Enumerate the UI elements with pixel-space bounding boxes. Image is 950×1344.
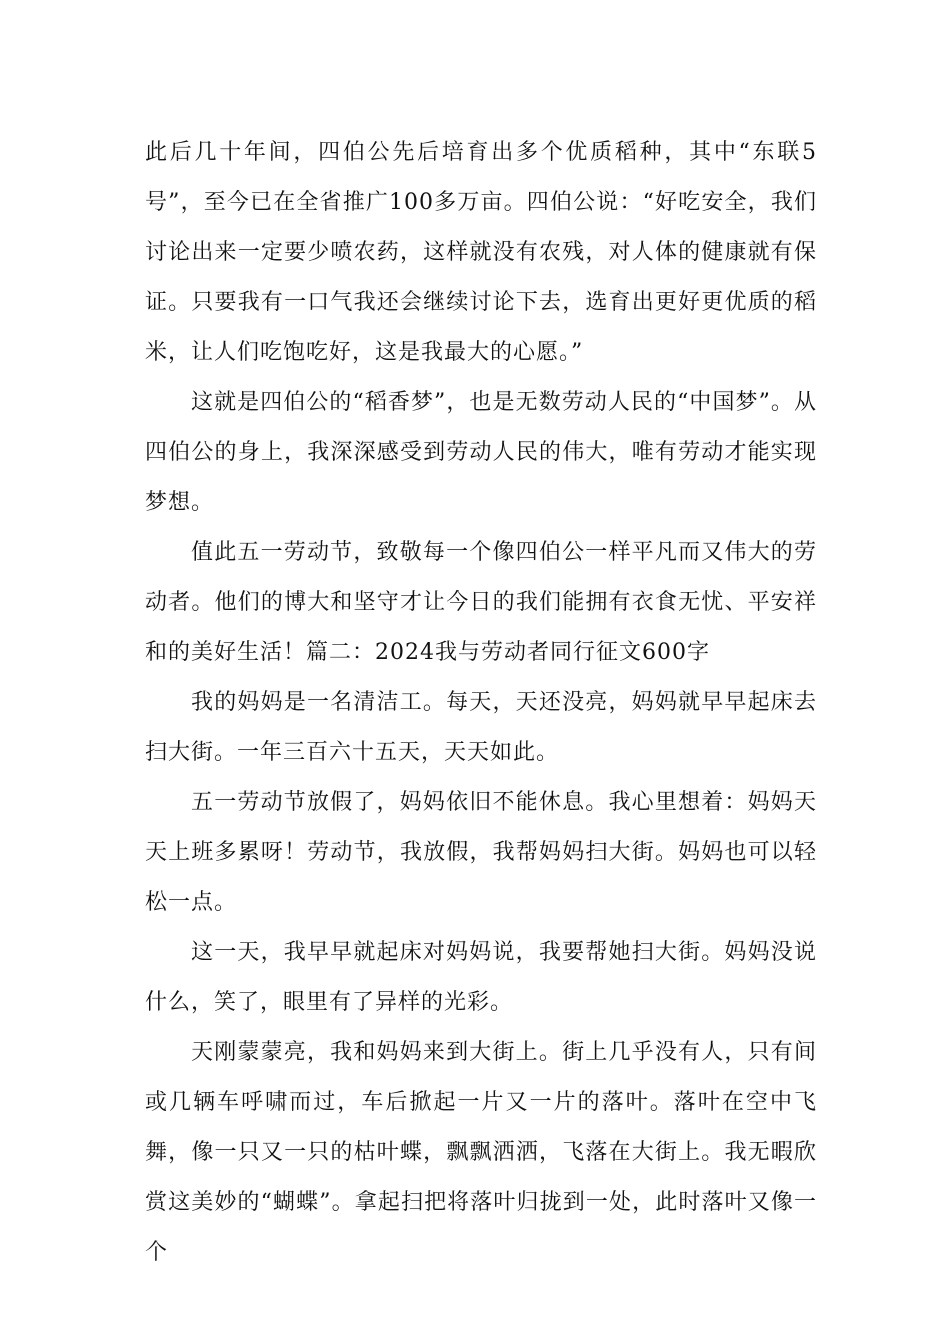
paragraph-2: 这就是四伯公的“稻香梦”，也是无数劳动人民的“中国梦”。从四伯公的身上，我深深感受到劳动人民的伟大，唯有劳动才能实现梦想。 (145, 390, 817, 515)
paragraph-3: 值此五一劳动节，致敬每一个像四伯公一样平凡而又伟大的劳动者。他们的博大和坚守才让今日的我们能拥有衣食无忧、平安祥和的美好生活！篇二：2024我与劳动者同行征文600字 (145, 540, 817, 665)
paragraph-5: 五一劳动节放假了，妈妈依旧不能休息。我心里想着：妈妈天天上班多累呀！劳动节，我放假，我帮妈妈扫大街。妈妈也可以轻松一点。 (145, 790, 817, 915)
document-body (145, 128, 817, 1278)
paragraph-1: 此后几十年间，四伯公先后培育出多个优质稻种，其中“东联5号”，至今已在全省推广100多万亩。四伯公说：“好吃安全，我们讨论出来一定要少喷农药，这样就没有农残，对人体的健康就有保证。只要我有一口气我还会继续讨论下去，选育出更好更优质的稻米，让人们吃饱吃好，这是我最大的心愿。” (145, 140, 817, 365)
paragraph-7: 天刚蒙蒙亮，我和妈妈来到大街上。街上几乎没有人，只有间或几辆车呼啸而过，车后掀起一片又一片的落叶。落叶在空中飞舞，像一只又一只的枯叶蝶，飘飘洒洒，飞落在大街上。我无暇欣赏这美妙的“蝴蝶”。拿起扫把将落叶归拢到一处，此时落叶又像一个 (145, 1040, 817, 1265)
paragraph-4: 我的妈妈是一名清洁工。每天，天还没亮，妈妈就早早起床去扫大街。一年三百六十五天，天天如此。 (145, 690, 817, 765)
paragraph-6: 这一天，我早早就起床对妈妈说，我要帮她扫大街。妈妈没说什么，笑了，眼里有了异样的光彩。 (145, 940, 817, 1015)
